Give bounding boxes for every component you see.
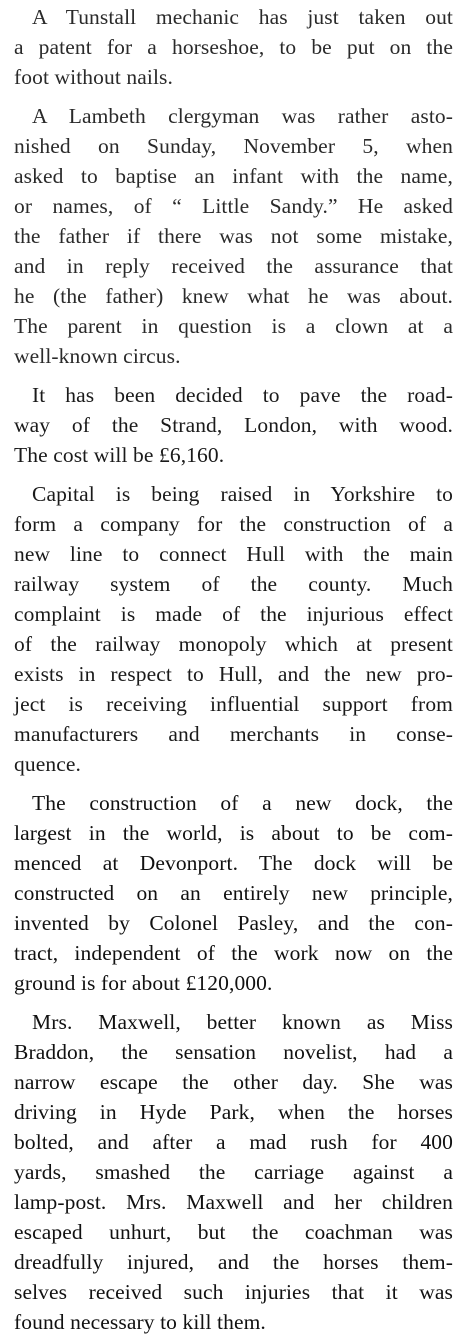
text-line: escaped unhurt, but the coachman was: [14, 1220, 453, 1244]
text-line: ject is receiving influential support from: [14, 692, 453, 716]
text-line: Braddon, the sensation novelist, had a: [14, 1040, 453, 1064]
text-line: The cost will be £6,160.: [14, 443, 225, 467]
text-line: he (the father) knew what he was about.: [14, 284, 453, 308]
text-line: and in reply received the assurance that: [14, 254, 453, 278]
text-line: quence.: [14, 752, 81, 776]
text-line: railway system of the county. Much: [14, 572, 453, 596]
text-line: A Lambeth clergyman was rather asto-: [32, 104, 453, 128]
news-item-strand-roadway: [14, 380, 453, 470]
text-line: narrow escape the other day. She was: [14, 1070, 453, 1094]
text-line: asked to baptise an infant with the name,: [14, 164, 453, 188]
text-line: dreadfully injured, and the horses them-: [14, 1250, 453, 1274]
text-line: It has been decided to pave the road-: [32, 383, 453, 407]
text-line: way of the Strand, London, with wood.: [14, 413, 453, 437]
text-line: yards, smashed the carriage against a: [14, 1160, 453, 1184]
text-line: or names, of “ Little Sandy.” He asked: [14, 194, 453, 218]
text-line: the father if there was not some mistake,: [14, 224, 453, 248]
text-line: form a company for the construction of a: [14, 512, 453, 536]
text-line: new line to connect Hull with the main: [14, 542, 453, 566]
text-line: ground is for about £120,000.: [14, 971, 273, 995]
news-item-horseshoe-patent: [14, 2, 453, 92]
text-line: well-known circus.: [14, 344, 181, 368]
text-line: Mrs. Maxwell, better known as Miss: [32, 1010, 453, 1034]
text-line: complaint is made of the injurious effect: [14, 602, 453, 626]
text-line: foot without nails.: [14, 65, 173, 89]
news-item-hull-railway: [14, 479, 453, 779]
text-line: selves received such injuries that it was: [14, 1280, 453, 1304]
text-line: a patent for a horseshoe, to be put on the: [14, 35, 453, 59]
text-line: Capital is being raised in Yorkshire to: [32, 482, 453, 506]
text-line: The construction of a new dock, the: [32, 791, 453, 815]
news-item-braddon-carriage: [14, 1007, 453, 1337]
text-line: menced at Devonport. The dock will be: [14, 851, 453, 875]
text-line: exists in respect to Hull, and the new pro-: [14, 662, 453, 686]
text-line: manufacturers and merchants in conse-: [14, 722, 453, 746]
text-line: driving in Hyde Park, when the horses: [14, 1100, 453, 1124]
text-line: lamp-post. Mrs. Maxwell and her children: [14, 1190, 453, 1214]
text-line: of the railway monopoly which at present: [14, 632, 453, 656]
news-item-devonport-dock: [14, 788, 453, 998]
text-line: constructed on an entirely new principle,: [14, 881, 453, 905]
text-line: largest in the world, is about to be com-: [14, 821, 453, 845]
text-line: nished on Sunday, November 5, when: [14, 134, 453, 158]
news-item-lambeth-clergyman: [14, 101, 453, 371]
text-line: A Tunstall mechanic has just taken out: [32, 5, 453, 29]
text-line: invented by Colonel Pasley, and the con-: [14, 911, 453, 935]
text-line: bolted, and after a mad rush for 400: [14, 1130, 453, 1154]
text-line: found necessary to kill them.: [14, 1310, 266, 1334]
text-line: tract, independent of the work now on the: [14, 941, 453, 965]
text-line: The parent in question is a clown at a: [14, 314, 453, 338]
